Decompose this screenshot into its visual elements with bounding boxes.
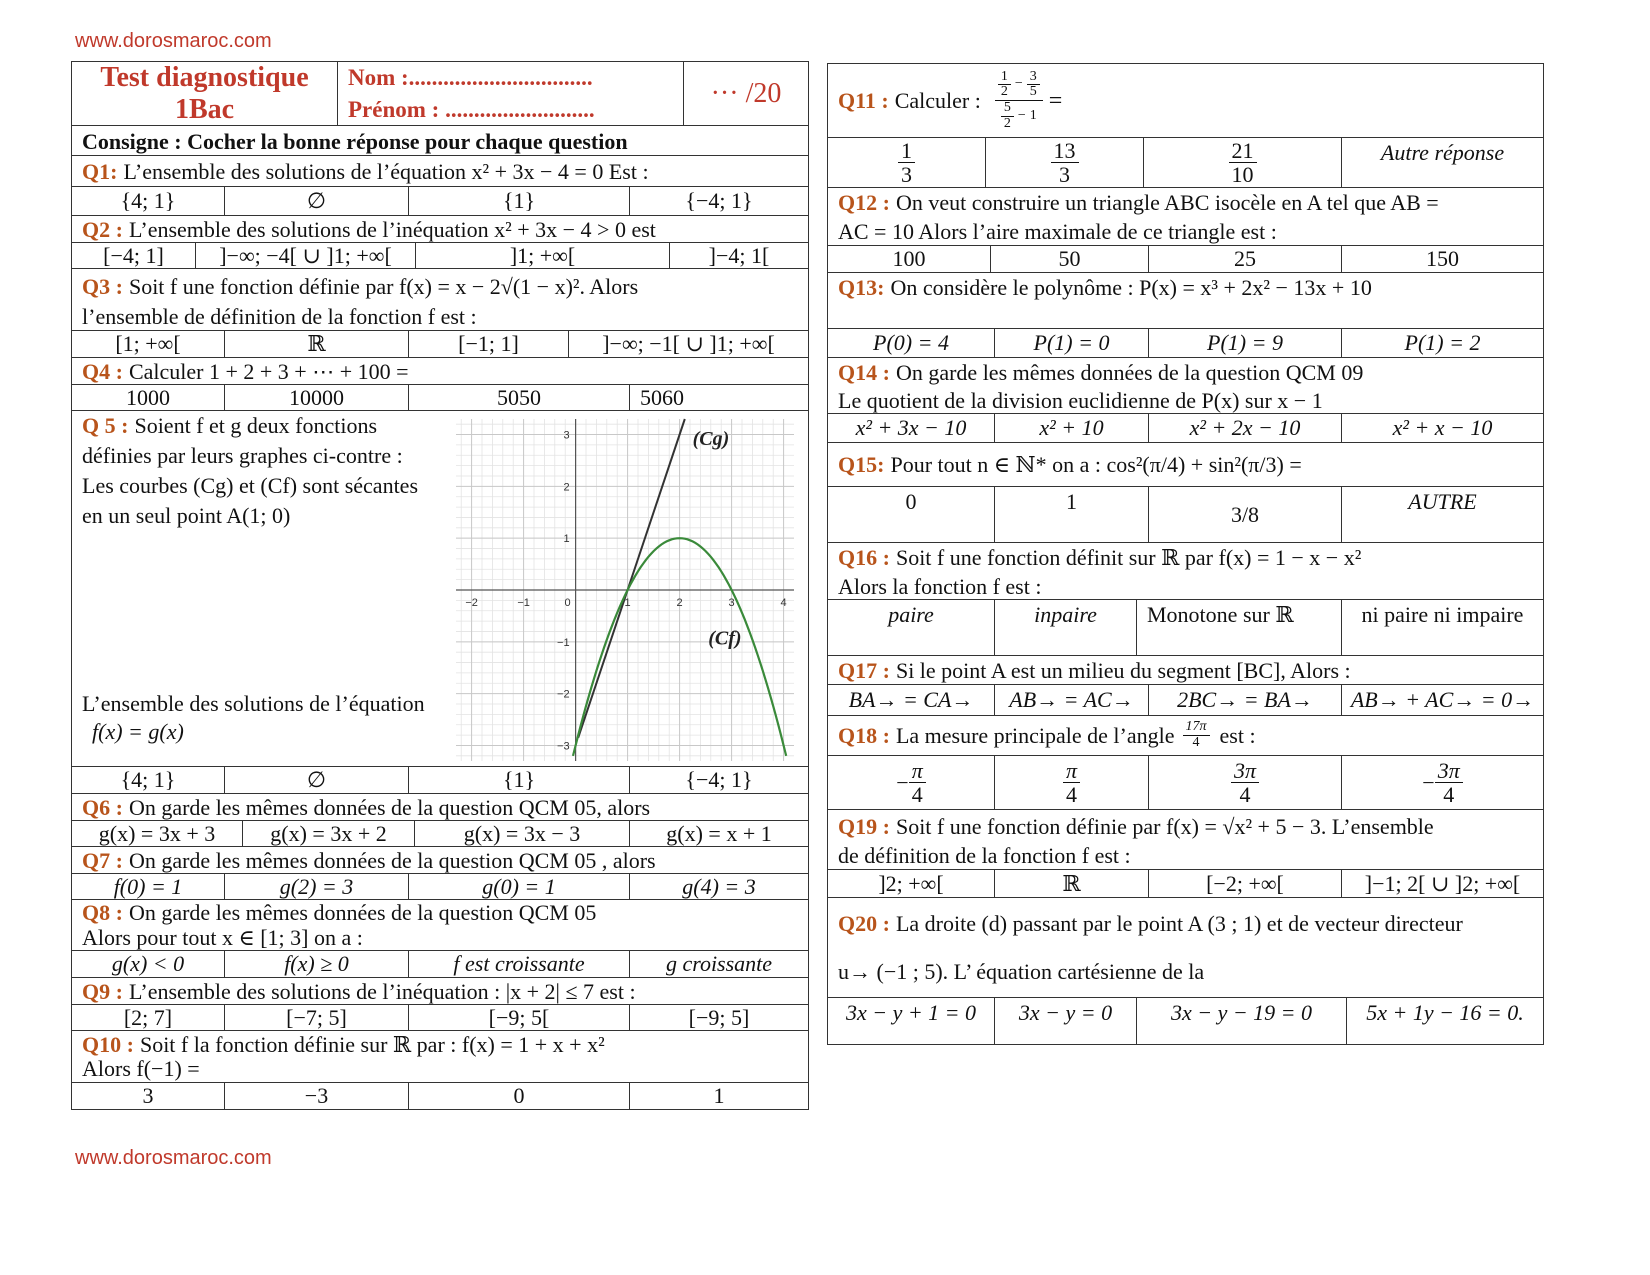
q13-options xyxy=(828,329,1543,358)
q4-text: Calculer 1 + 2 + 3 + ⋯ + 100 = xyxy=(128,359,409,384)
q8-label: Q8 : xyxy=(82,900,123,925)
q15-options xyxy=(828,487,1543,543)
q5-text-6: f(x) = g(x) xyxy=(92,719,184,744)
q12-row xyxy=(828,188,1543,246)
q8-option-1[interactable]: g(x) < 0 xyxy=(72,951,225,977)
q19-option-3[interactable]: [−2; +∞[ xyxy=(1149,870,1342,897)
q7-option-1[interactable]: f(0) = 1 xyxy=(72,874,225,899)
q18-option-1[interactable] xyxy=(828,756,995,809)
q1-option-4[interactable]: {−4; 1} xyxy=(685,188,753,213)
x-tick-label: 4 xyxy=(780,597,787,609)
q5-text-5: L’ensemble des solutions de l’équation xyxy=(82,691,425,716)
q8-row xyxy=(72,900,808,951)
q11-bot-c: 1 xyxy=(1029,107,1037,123)
q1-row xyxy=(72,156,808,187)
q5-text-1: Soient f et g deux fonctions xyxy=(134,413,378,438)
q18-option-4[interactable] xyxy=(1342,756,1543,809)
q13-label: Q13: xyxy=(838,275,885,300)
q1-option-3[interactable]: {1} xyxy=(409,187,630,215)
q20-option-2[interactable]: 3x − y = 0 xyxy=(995,998,1137,1044)
nom-field[interactable]: Nom :................................ xyxy=(348,64,593,90)
q20-row xyxy=(828,898,1543,998)
q13-option-3[interactable]: P(1) = 9 xyxy=(1149,329,1342,357)
prenom-field[interactable]: Prénom : .......................... xyxy=(348,96,595,122)
q16-row xyxy=(828,543,1543,600)
q1-option-2[interactable]: ∅ xyxy=(225,187,409,215)
q11-option-1[interactable] xyxy=(828,138,986,187)
q15-option-3[interactable]: 3/8 xyxy=(1149,487,1342,542)
x-tick-label: −1 xyxy=(517,597,530,609)
q17-options xyxy=(828,685,1543,716)
q20-option-4[interactable]: 5x + 1y − 16 = 0. xyxy=(1366,1000,1524,1025)
q10-row xyxy=(72,1031,808,1083)
q4-row xyxy=(72,358,808,385)
q11-text: Calculer : xyxy=(894,87,981,113)
title-line1: Test diagnostique xyxy=(100,62,309,93)
q4-option-2[interactable]: 10000 xyxy=(225,385,409,410)
q19-option-2[interactable]: ℝ xyxy=(995,870,1149,897)
q16-text-2: Alors la fonction f est : xyxy=(838,573,1042,599)
q9-option-4[interactable]: [−9; 5] xyxy=(688,1005,750,1030)
q14-option-2[interactable]: x² + 10 xyxy=(995,414,1149,442)
q18-option-2[interactable] xyxy=(995,756,1149,809)
q18-angle-num: 17π xyxy=(1183,720,1210,736)
q8-text-2: Alors pour tout x ∈ [1; 3] on a : xyxy=(82,925,363,950)
q14-label: Q14 : xyxy=(838,360,890,385)
q11-opt3-num: 21 xyxy=(1229,139,1257,163)
q3-row xyxy=(72,269,808,331)
q5-option-3[interactable]: {1} xyxy=(409,767,630,793)
q19-text-2: de définition de la fonction f est : xyxy=(838,843,1131,868)
y-tick-label: 2 xyxy=(563,481,570,494)
q11-option-4[interactable]: Autre réponse xyxy=(1380,140,1505,165)
q10-option-4[interactable]: 1 xyxy=(713,1083,725,1108)
q6-option-3[interactable]: g(x) = 3x − 3 xyxy=(415,821,630,846)
q5-label: Q 5 : xyxy=(82,413,129,438)
q7-option-4[interactable]: g(4) = 3 xyxy=(682,874,756,899)
q11-opt3-den: 10 xyxy=(1231,162,1254,187)
q10-option-3[interactable]: 0 xyxy=(409,1083,630,1109)
q11-label: Q11 : xyxy=(838,87,889,113)
q17-option-1[interactable]: BA→ = CA→ xyxy=(828,685,995,715)
q2-option-1[interactable]: [−4; 1] xyxy=(72,243,196,268)
q9-option-2[interactable]: [−7; 5] xyxy=(225,1005,409,1030)
q19-row xyxy=(828,810,1543,870)
q17-option-2[interactable]: AB→ = AC→ xyxy=(995,685,1149,715)
x-tick-label: 2 xyxy=(676,597,683,609)
q12-options xyxy=(828,246,1543,273)
q10-options xyxy=(72,1083,808,1109)
q5-text-block xyxy=(72,411,442,766)
q11-top-d: 5 xyxy=(1029,84,1037,100)
q10-text-1: Soit f la fonction définie sur ℝ par : f(x) = 1 + x + x² xyxy=(139,1032,605,1057)
y-tick-label: 1 xyxy=(563,533,570,546)
q9-options xyxy=(72,1005,808,1031)
q13-option-1[interactable]: P(0) = 4 xyxy=(828,329,995,357)
q2-row xyxy=(72,216,808,243)
q4-option-1[interactable]: 1000 xyxy=(72,385,225,410)
q5-option-4[interactable]: {−4; 1} xyxy=(685,767,753,792)
q17-label: Q17 : xyxy=(838,658,890,683)
q9-option-3[interactable]: [−9; 5[ xyxy=(409,1005,630,1030)
y-tick-label: −2 xyxy=(557,688,570,701)
q8-option-3[interactable]: f est croissante xyxy=(409,951,630,977)
q5-text-3: Les courbes (Cg) et (Cf) sont sécantes xyxy=(82,473,419,498)
q11-options xyxy=(828,138,1543,188)
site-link-bottom[interactable]: www.dorosmaroc.com xyxy=(75,1147,272,1169)
q17-text: Si le point A est un milieu du segment [BC], Alors : xyxy=(895,658,1351,683)
q12-option-4[interactable]: 150 xyxy=(1426,246,1459,271)
q15-option-2[interactable]: 1 xyxy=(995,487,1149,542)
q17-row xyxy=(828,656,1543,685)
q14-text-1: On garde les mêmes données de la question QCM 09 xyxy=(895,360,1364,385)
q2-options xyxy=(72,243,808,269)
q15-option-4[interactable]: AUTRE xyxy=(1408,489,1477,514)
q14-row xyxy=(828,358,1543,414)
q13-row xyxy=(828,273,1543,329)
q17-option-4[interactable]: AB→ + AC→ = 0→ xyxy=(1350,687,1535,712)
title-line2: 1Bac xyxy=(174,93,235,125)
q14-text-2: Le quotient de la division euclidienne de P(x) sur x − 1 xyxy=(838,388,1323,413)
q11-fraction: $\frac{1}{2}$ − $\frac{3}{5}$ $\frac{5}{2}$ − 1 xyxy=(995,70,1043,132)
q18-opt4-den: 4 xyxy=(1443,782,1455,807)
q19-label: Q19 : xyxy=(838,814,890,839)
q3-option-4[interactable]: ]−∞; −1[ ∪ ]1; +∞[ xyxy=(602,331,775,356)
q16-option-3[interactable]: Monotone sur ℝ xyxy=(1137,600,1342,655)
q14-option-4[interactable]: x² + x − 10 xyxy=(1392,415,1493,440)
x-tick-label: 1 xyxy=(624,597,631,609)
q12-option-3[interactable]: 25 xyxy=(1149,246,1342,272)
q5-text-4: en un seul point A(1; 0) xyxy=(82,503,291,528)
right-column xyxy=(827,63,1544,1045)
q11-option-3[interactable] xyxy=(1144,138,1342,187)
q11-opt1-den: 3 xyxy=(901,162,912,187)
q5-row xyxy=(72,411,808,767)
q11-equals: = xyxy=(1048,87,1063,114)
q1-option-1[interactable]: {4; 1} xyxy=(72,187,225,215)
y-tick-label: 3 xyxy=(563,429,570,442)
q19-option-4[interactable]: ]−1; 2[ ∪ ]2; +∞[ xyxy=(1364,870,1521,896)
q16-text-1: Soit f une fonction définit sur ℝ par f(x) = 1 − x − x² xyxy=(895,545,1362,570)
q5-text-2: définies par leurs graphes ci-contre : xyxy=(82,443,403,468)
q14-option-1[interactable]: x² + 3x − 10 xyxy=(828,414,995,442)
q1-options xyxy=(72,187,808,216)
x-tick-label: 3 xyxy=(728,597,735,609)
q3-label: Q3 : xyxy=(82,274,123,299)
q7-row xyxy=(72,847,808,874)
q18-opt1-den: 4 xyxy=(911,782,923,807)
q18-opt3-num: 3π xyxy=(1231,759,1259,783)
q10-option-2[interactable]: −3 xyxy=(225,1083,409,1109)
consigne-text: Consigne : Cocher la bonne réponse pour chaque question xyxy=(82,129,628,154)
q18-opt2-den: 4 xyxy=(1066,782,1077,807)
q8-options xyxy=(72,951,808,978)
q6-options xyxy=(72,821,808,847)
q12-text-2: AC = 10 Alors l’aire maximale de ce triangle est : xyxy=(838,219,1277,244)
q18-option-3[interactable] xyxy=(1149,756,1342,809)
q8-option-4[interactable]: g croissante xyxy=(665,951,773,976)
q9-label: Q9 : xyxy=(82,979,123,1004)
q7-label: Q7 : xyxy=(82,848,123,873)
q11-opt2-den: 3 xyxy=(1059,162,1070,187)
x-tick-label: 0 xyxy=(564,597,571,609)
title-cell xyxy=(72,62,338,125)
score-dots: ··· xyxy=(710,77,739,109)
q19-text-1: Soit f une fonction définie par f(x) = √x² + 5 − 3. L’ensemble xyxy=(895,814,1434,839)
q11-bot-b: 2 xyxy=(1003,115,1011,131)
q11-top-a: 1 xyxy=(998,70,1011,86)
score-total: /20 xyxy=(745,77,782,109)
q16-option-2[interactable]: inpaire xyxy=(995,600,1137,655)
q2-option-2[interactable]: ]−∞; −4[ ∪ ]1; +∞[ xyxy=(196,243,416,268)
q12-option-2[interactable]: 50 xyxy=(991,246,1149,272)
site-link-top[interactable]: www.dorosmaroc.com xyxy=(75,30,272,52)
q11-row xyxy=(828,64,1543,138)
q11-option-2[interactable] xyxy=(986,138,1144,187)
q5-option-2[interactable]: ∅ xyxy=(225,767,409,793)
q10-text-2: Alors f(−1) = xyxy=(82,1057,200,1082)
q15-row xyxy=(828,443,1543,487)
q2-text: L’ensemble des solutions de l’inéquation x² + 3x − 4 > 0 est xyxy=(128,217,656,242)
q15-text: Pour tout n ∈ ℕ* on a : cos²(π/4) + sin²(π/3) = xyxy=(890,451,1302,477)
q13-option-2[interactable]: P(1) = 0 xyxy=(995,329,1149,357)
q4-option-3[interactable]: 5050 xyxy=(409,385,630,410)
q4-options xyxy=(72,385,808,411)
q13-option-4[interactable]: P(1) = 2 xyxy=(1404,330,1481,355)
q3-options xyxy=(72,331,808,358)
q18-text: La mesure principale de l’angle xyxy=(895,722,1175,748)
q19-option-1[interactable]: ]2; +∞[ xyxy=(828,870,995,897)
q3-option-3[interactable]: [−1; 1] xyxy=(409,331,569,357)
q7-option-3[interactable]: g(0) = 1 xyxy=(409,874,630,899)
q16-option-1[interactable]: paire xyxy=(828,600,995,655)
q5-option-1[interactable]: {4; 1} xyxy=(72,767,225,793)
q18-opt4-num: 3π xyxy=(1435,759,1463,783)
x-tick-label: −2 xyxy=(465,597,478,609)
q11-top-c: 3 xyxy=(1027,70,1040,86)
q18-opt4-sign: − xyxy=(1422,769,1435,795)
q18-opt1-sign: − xyxy=(896,769,909,795)
q15-label: Q15: xyxy=(838,451,885,477)
y-tick-label: −3 xyxy=(557,740,570,753)
q4-option-4[interactable]: 5060 xyxy=(640,385,684,410)
q3-option-1[interactable]: [1; +∞[ xyxy=(72,331,225,357)
q12-label: Q12 : xyxy=(838,190,890,215)
q7-options xyxy=(72,874,808,900)
q20-option-1[interactable]: 3x − y + 1 = 0 xyxy=(828,998,995,1044)
q20-text-2: u→ (−1 ; 5). L’ équation cartésienne de la xyxy=(838,958,1205,984)
q18-row xyxy=(828,716,1543,756)
q9-text: L’ensemble des solutions de l’inéquation : |x + 2| ≤ 7 est : xyxy=(128,979,636,1004)
q16-option-4[interactable]: ni paire ni impaire xyxy=(1361,602,1524,627)
q9-row xyxy=(72,978,808,1005)
q18-text-end: est : xyxy=(1219,722,1256,748)
q11-opt2-num: 13 xyxy=(1051,139,1079,163)
q6-row xyxy=(72,794,808,821)
q2-option-4[interactable]: ]−4; 1[ xyxy=(708,243,770,268)
curve-g-label: (Cg) xyxy=(692,427,730,450)
q9-option-1[interactable]: [2; 7] xyxy=(72,1005,225,1030)
score-cell xyxy=(684,62,808,125)
q11-opt1-num: 1 xyxy=(898,139,915,163)
q5-options xyxy=(72,767,808,794)
q10-option-1[interactable]: 3 xyxy=(72,1083,225,1109)
q14-options xyxy=(828,414,1543,443)
q6-text: On garde les mêmes données de la question QCM 05, alors xyxy=(128,795,651,820)
q17-option-3[interactable]: 2BC→ = BA→ xyxy=(1149,685,1342,715)
q1-text: L’ensemble des solutions de l’équation x² + 3x − 4 = 0 Est : xyxy=(123,159,649,184)
q19-options xyxy=(828,870,1543,898)
q14-option-3[interactable]: x² + 2x − 10 xyxy=(1149,414,1342,442)
q18-opt1-num: π xyxy=(909,759,926,783)
q2-option-3[interactable]: ]1; +∞[ xyxy=(416,243,670,268)
q4-label: Q4 : xyxy=(82,359,123,384)
q12-text-1: On veut construire un triangle ABC isocèle en A tel que AB = xyxy=(895,190,1439,215)
q20-option-3[interactable]: 3x − y − 19 = 0 xyxy=(1137,998,1347,1044)
q8-option-2[interactable]: f(x) ≥ 0 xyxy=(225,951,409,977)
y-tick-label: −1 xyxy=(557,636,570,649)
q18-label: Q18 : xyxy=(838,722,890,748)
consigne-row xyxy=(72,126,808,156)
q16-label: Q16 : xyxy=(838,545,890,570)
q18-options xyxy=(828,756,1543,810)
q20-text-1: La droite (d) passant par le point A (3 ; 1) et de vecteur directeur xyxy=(895,910,1463,936)
q18-opt3-den: 4 xyxy=(1239,782,1251,807)
header-row xyxy=(72,62,808,126)
q11-top-b: 2 xyxy=(1000,84,1008,100)
q6-option-2[interactable]: g(x) = 3x + 2 xyxy=(243,821,415,846)
q18-opt2-num: π xyxy=(1063,759,1080,783)
q3-option-2[interactable]: ℝ xyxy=(225,331,409,357)
q11-bot-a: 5 xyxy=(1001,101,1014,117)
q20-label: Q20 : xyxy=(838,910,890,936)
q12-option-1[interactable]: 100 xyxy=(828,246,991,272)
q20-options xyxy=(828,998,1543,1044)
q3-text-1: Soit f une fonction définie par f(x) = x − 2√(1 − x)². Alors xyxy=(128,274,639,299)
q7-text: On garde les mêmes données de la question QCM 05 , alors xyxy=(128,848,656,873)
name-cell xyxy=(338,62,684,125)
q6-option-4[interactable]: g(x) = x + 1 xyxy=(666,821,772,846)
q3-text-2: l’ensemble de définition de la fonction f est : xyxy=(82,303,477,329)
q7-option-2[interactable]: g(2) = 3 xyxy=(225,874,409,899)
q13-text: On considère le polynôme : P(x) = x³ + 2x² − 13x + 10 xyxy=(890,275,1372,300)
q8-text-1: On garde les mêmes données de la question QCM 05 xyxy=(128,900,597,925)
q18-angle-den: 4 xyxy=(1192,735,1200,750)
q15-option-1[interactable]: 0 xyxy=(828,487,995,542)
q1-label: Q1: xyxy=(82,159,118,184)
q10-label: Q10 : xyxy=(82,1032,134,1057)
curve-f-label: (Cf) xyxy=(708,627,742,650)
function-graph xyxy=(444,411,804,767)
q6-label: Q6 : xyxy=(82,795,123,820)
q16-options xyxy=(828,600,1543,656)
q18-angle xyxy=(1183,720,1210,750)
left-column xyxy=(71,61,809,1110)
q2-label: Q2 : xyxy=(82,217,123,242)
q6-option-1[interactable]: g(x) = 3x + 3 xyxy=(72,821,243,846)
